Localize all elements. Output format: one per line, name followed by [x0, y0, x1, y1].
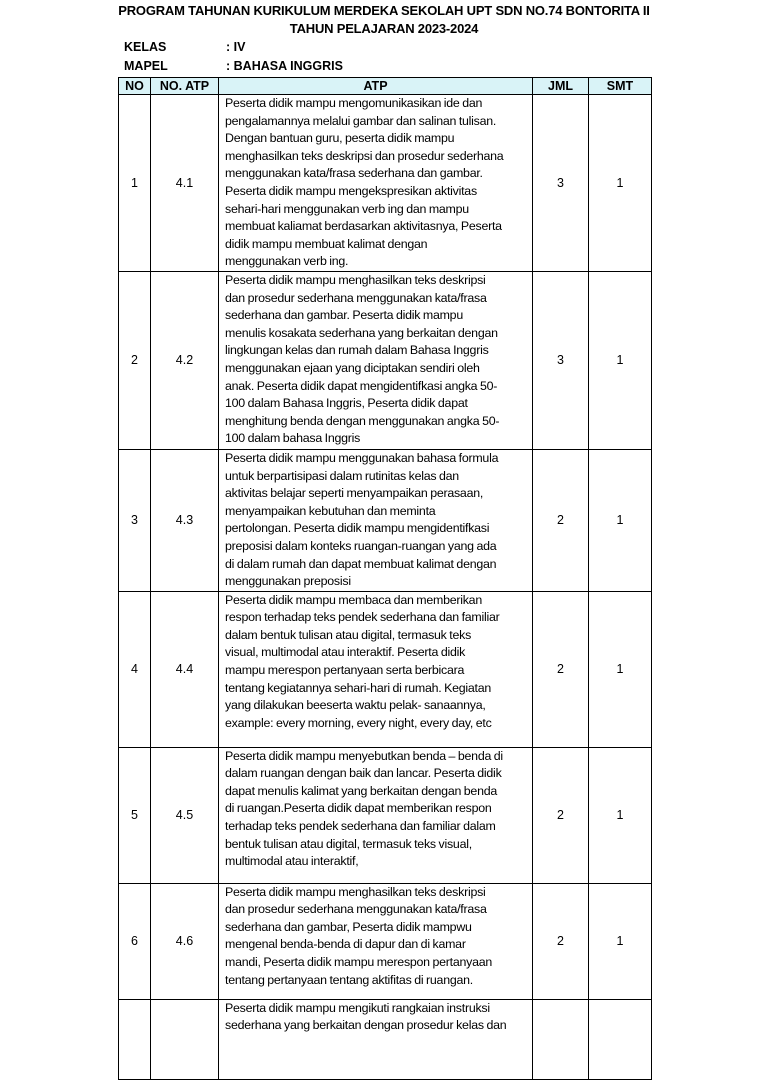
atp-line: Peserta didik mampu menghasilkan teks deskripsi	[225, 272, 486, 287]
atp-line: dan prosedur sederhana menggunakan kata/frasa	[225, 290, 487, 305]
row-smt: 1	[589, 747, 652, 883]
atp-line: pengalamannya melalui gambar dan salinan tulisan.	[225, 113, 497, 128]
atp-line: bentuk tulisan atau digital, termasuk teks visual,	[225, 836, 472, 851]
mapel-value: : BAHASA INGGRIS	[226, 59, 343, 73]
atp-line: mandi, Peserta didik mampu merespon pertanyaan	[225, 955, 493, 970]
atp-line: sederhana dan gambar, Peserta didik mampwu	[225, 919, 472, 934]
mapel-label: MAPEL	[124, 59, 168, 73]
atp-line: didik mampu membuat kalimat dengan	[225, 236, 428, 251]
atp-line: anak. Peserta didik dapat mengidentifkasi angka 50-	[225, 378, 498, 393]
row-no: 2	[119, 271, 151, 449]
row-no	[119, 999, 151, 1079]
row-smt: 1	[589, 883, 652, 999]
document-title: PROGRAM TAHUNAN KURIKULUM MERDEKA SEKOLAH UPT SDN NO.74 BONTORITA II	[118, 3, 650, 18]
row-jml: 3	[533, 271, 589, 449]
row-no-atp: 4.6	[151, 883, 219, 999]
atp-line: Peserta didik mampu membaca dan memberikan	[225, 592, 482, 607]
table-row	[119, 95, 652, 272]
atp-line: lingkungan kelas dan rumah dalam Bahasa Inggris	[225, 343, 489, 358]
table-row	[119, 449, 652, 591]
atp-line: Peserta didik mampu mengomunikasikan ide dan	[225, 96, 483, 110]
row-atp-text	[219, 591, 533, 747]
row-jml: 2	[533, 883, 589, 999]
atp-line: aktivitas belajar seperti menyampaikan perasaan,	[225, 486, 484, 501]
atp-line: menghasilkan teks deskripsi dan prosedur sederhana	[225, 148, 504, 163]
table-header-row	[119, 78, 652, 95]
table-row	[119, 747, 652, 883]
col-header-atp: ATP	[219, 78, 533, 95]
row-atp-text	[219, 883, 533, 999]
atp-line: menulis kosakata sederhana yang berkaitan dengan	[225, 325, 498, 340]
row-jml: 2	[533, 591, 589, 747]
atp-line: mengenal benda-benda di dapur dan di kamar	[225, 937, 466, 952]
row-no-atp: 4.5	[151, 747, 219, 883]
row-smt: 1	[589, 449, 652, 591]
row-atp-text	[219, 999, 533, 1079]
row-jml	[533, 999, 589, 1079]
atp-line: preposisi dalam konteks ruangan-ruangan yang ada	[225, 538, 497, 553]
atp-line: terhadap teks pendek sederhana dan familiar dalam	[225, 819, 496, 834]
table-row	[119, 591, 652, 747]
atp-line: respon terhadap teks pendek sederhana dan familiar	[225, 610, 500, 625]
atp-line: dalam bentuk tulisan atau digital, termasuk teks	[225, 627, 472, 642]
row-smt: 1	[589, 271, 652, 449]
atp-line: menyampaikan kebutuhan dan meminta	[225, 503, 436, 518]
row-smt	[589, 999, 652, 1079]
kelas-label: KELAS	[124, 40, 167, 54]
atp-line: visual, multimodal atau interaktif. Peserta didik	[225, 645, 466, 660]
row-no-atp: 4.3	[151, 449, 219, 591]
atp-line: menghitung benda dengan menggunakan angka 50-	[225, 413, 500, 428]
atp-line: sehari-hari menggunakan verb ing dan mampu	[225, 201, 469, 216]
row-no-atp	[151, 999, 219, 1079]
atp-line: dalam ruangan dengan baik dan lancar. Peserta didik	[225, 766, 502, 781]
row-no: 1	[119, 95, 151, 272]
col-header-smt: SMT	[589, 78, 652, 95]
atp-line: dapat menulis kalimat yang berkaitan dengan benda	[225, 783, 497, 798]
row-no: 6	[119, 883, 151, 999]
atp-line: Peserta didik mampu mengekspresikan aktivitas	[225, 183, 477, 198]
document-subtitle: TAHUN PELAJARAN 2023-2024	[289, 21, 479, 36]
atp-line: membuat kaliamat berdasarkan aktivitasnya, Peserta	[225, 219, 502, 234]
atp-line: Peserta didik mampu menyebutkan benda – benda di	[225, 748, 503, 763]
kelas-value: : IV	[226, 40, 246, 54]
row-no: 3	[119, 449, 151, 591]
row-no-atp: 4.1	[151, 95, 219, 272]
col-header-no: NO	[119, 78, 151, 95]
atp-line: menggunakan ejaan yang diciptakan sendiri oleh	[225, 360, 480, 375]
atp-line: Peserta didik mampu mengikuti rangkaian instruksi	[225, 1000, 490, 1015]
row-smt: 1	[589, 591, 652, 747]
atp-line: multimodal atau interaktif,	[225, 854, 359, 869]
table-row	[119, 883, 652, 999]
row-atp-text	[219, 747, 533, 883]
row-jml: 3	[533, 95, 589, 272]
atp-line: mampu merespon pertanyaan serta berbicara	[225, 663, 465, 678]
atp-line: pertolongan. Peserta didik mampu mengidentifkasi	[225, 521, 490, 536]
table-row	[119, 271, 652, 449]
atp-line: sederhana dan gambar. Peserta didik mampu	[225, 308, 463, 323]
col-header-jml: JML	[533, 78, 589, 95]
atp-line: untuk berpartisipasi dalam rutinitas kelas dan	[225, 468, 459, 483]
row-jml: 2	[533, 449, 589, 591]
row-no-atp: 4.4	[151, 591, 219, 747]
row-atp-text	[219, 95, 533, 272]
atp-line: Peserta didik mampu menghasilkan teks deskripsi	[225, 884, 486, 899]
atp-line: Peserta didik mampu menggunakan bahasa formula	[225, 450, 499, 465]
atp-line: tentang kegiatannya sehari-hari di rumah. Kegiatan	[225, 680, 492, 695]
row-no: 5	[119, 747, 151, 883]
program-table	[118, 77, 652, 1080]
kelas-row	[124, 40, 245, 54]
row-atp-text	[219, 449, 533, 591]
row-smt: 1	[589, 95, 652, 272]
atp-line: sederhana yang berkaitan dengan prosedur kelas dan	[225, 1018, 507, 1033]
atp-line: 100 dalam bahasa Inggris	[225, 431, 361, 446]
row-atp-text	[219, 271, 533, 449]
col-header-no-atp: NO. ATP	[151, 78, 219, 95]
table-row	[119, 999, 652, 1079]
atp-line: yang dilakukan beeserta waktu pelak- sanaannya,	[225, 698, 486, 713]
row-jml: 2	[533, 747, 589, 883]
atp-line: 100 dalam Bahasa Inggris, Peserta didik dapat	[225, 396, 468, 411]
atp-line: tentang pertanyaan tentang aktifitas di ruangan.	[225, 972, 473, 987]
atp-line: example: every morning, every night, every day, etc	[225, 715, 492, 730]
row-no-atp: 4.2	[151, 271, 219, 449]
atp-line: dan prosedur sederhana menggunakan kata/frasa	[225, 902, 487, 917]
atp-line: menggunakan verb ing.	[225, 254, 349, 269]
atp-line: menggunakan kata/frasa sederhana dan gambar.	[225, 166, 483, 181]
atp-line: di dalam rumah dan dapat membuat kalimat dengan	[225, 556, 497, 571]
mapel-row	[124, 59, 343, 73]
row-no: 4	[119, 591, 151, 747]
atp-line: di ruangan.Peserta didik dapat memberikan respon	[225, 801, 492, 816]
atp-line: menggunakan preposisi	[225, 574, 351, 589]
atp-line: Dengan bantuan guru, peserta didik mampu	[225, 131, 455, 146]
